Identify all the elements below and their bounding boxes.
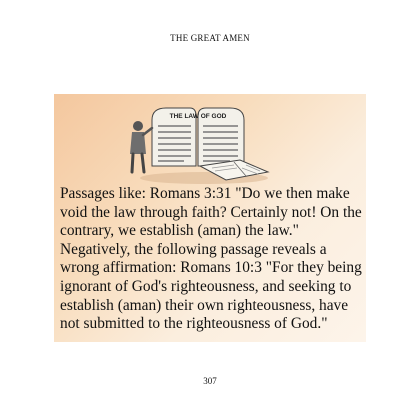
passage-text: Passages like: Romans 3:31 "Do we then make void the law through faith? Certainly not! On the contrary, we establish (aman) the law." Negatively, the following passage reveals a wrong affirmation: Romans 10:3 "For they being ignorant of God's righteousness, and seeking to establish (aman) their own righteousness, have not submitted to the righteousness of God." [60,185,362,333]
tablet-title: THE LAW OF GOD [169,113,227,120]
page-header-title: THE GREAT AMEN [170,33,250,43]
content-panel [54,94,366,342]
law-of-god-illustration [112,104,282,186]
page-number: 307 [203,376,217,386]
